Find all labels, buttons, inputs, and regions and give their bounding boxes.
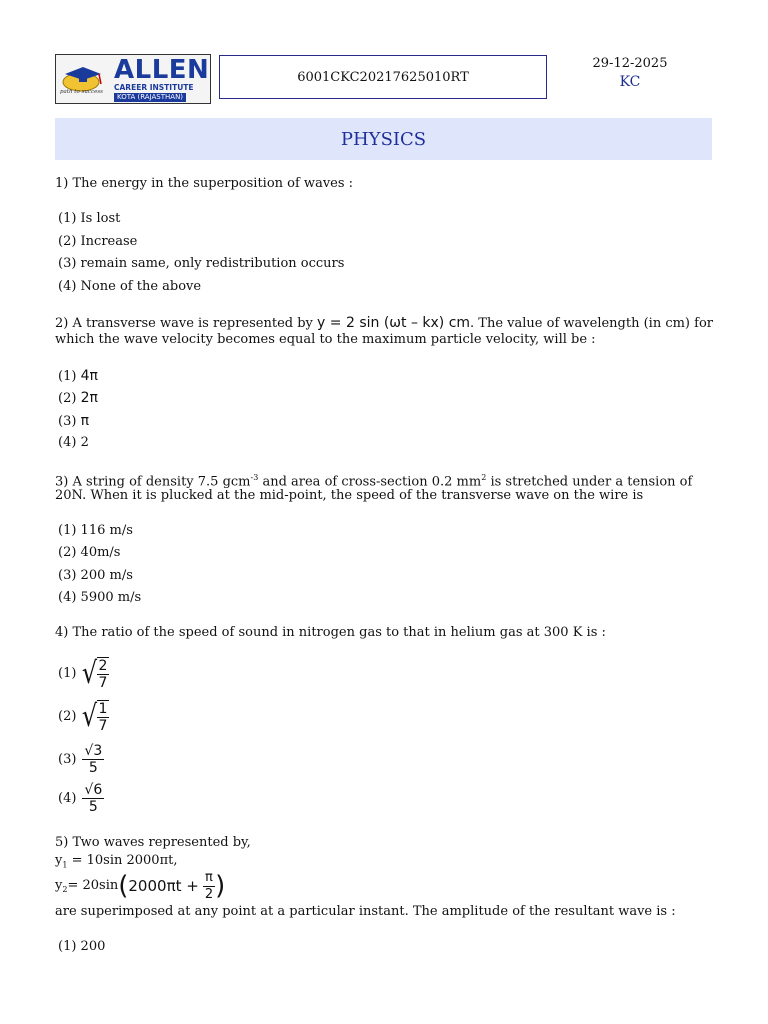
sqrt-icon: √ xyxy=(82,699,98,734)
paper-code: 6001CKC20217625010RT xyxy=(297,69,469,85)
question-3-text-b: and area of cross-section 0.2 mm xyxy=(258,474,482,490)
numerator: 1 xyxy=(98,701,108,717)
logo-city: KOTA (RAJASTHAN) xyxy=(114,93,186,102)
y-symbol: y xyxy=(55,878,63,893)
question-4-option-4[interactable] xyxy=(58,782,104,815)
batch-code: KC xyxy=(619,74,641,90)
option-label: (2) xyxy=(58,709,77,724)
logo-subtitle: CAREER INSTITUTE xyxy=(114,83,194,92)
option-value: 4π xyxy=(80,368,98,384)
sqrt-icon: √ xyxy=(82,656,98,691)
numerator: √6 xyxy=(84,782,103,798)
question-2-option-2[interactable] xyxy=(58,389,98,408)
wave-2-argument: 2000πt + xyxy=(128,877,199,895)
option-label: (1) xyxy=(58,369,77,384)
question-4-option-3[interactable] xyxy=(58,743,104,776)
square-root xyxy=(80,657,109,691)
square-root xyxy=(80,700,109,734)
option-label: (3) xyxy=(58,414,77,429)
logo-brand-name: ALLEN xyxy=(114,55,210,85)
subscript: 2 xyxy=(62,885,68,894)
question-3-option-3[interactable]: (3) 200 m/s xyxy=(58,568,133,583)
denominator: 5 xyxy=(88,760,98,776)
option-label: (1) xyxy=(58,666,77,681)
question-4-option-1[interactable] xyxy=(58,657,109,691)
y-symbol: y xyxy=(55,853,63,868)
numerator: √3 xyxy=(84,743,103,759)
question-1-option-4[interactable]: (4) None of the above xyxy=(58,279,202,294)
fraction xyxy=(203,870,215,903)
question-5-text-b: are superimposed at any point at a particular instant. The amplitude of the resultant wave is : xyxy=(55,904,676,919)
question-2-option-3[interactable] xyxy=(58,412,89,431)
question-3-option-4[interactable]: (4) 5900 m/s xyxy=(58,590,142,605)
denominator: 7 xyxy=(98,718,108,734)
question-2-text-b: . The value of wavelength (in cm) for xyxy=(470,316,713,331)
open-paren-icon: ( xyxy=(118,871,129,901)
fraction xyxy=(82,782,104,815)
fraction xyxy=(97,657,110,691)
option-label: (4) xyxy=(58,790,77,806)
numerator: π xyxy=(205,869,213,885)
question-2-option-4[interactable] xyxy=(58,434,89,452)
denominator: 7 xyxy=(98,675,108,691)
paper-code-box xyxy=(219,55,547,99)
question-2-equation: y = 2 sin (ωt – kx) cm xyxy=(317,315,471,331)
question-4-text: 4) The ratio of the speed of sound in nitrogen gas to that in helium gas at 300 K is : xyxy=(55,625,606,640)
question-5-text: 5) Two waves represented by, xyxy=(55,835,251,850)
wave-2-prefix: = 20sin xyxy=(67,878,119,893)
question-1-option-1[interactable]: (1) Is lost xyxy=(58,211,121,226)
close-paren-icon: ) xyxy=(215,871,226,901)
question-1-option-2[interactable]: (2) Increase xyxy=(58,234,138,249)
question-3-option-2[interactable]: (2) 40m/s xyxy=(58,545,121,560)
exam-date: 29-12-2025 xyxy=(592,56,668,71)
numerator: 2 xyxy=(98,658,108,674)
denominator: 5 xyxy=(88,799,98,815)
question-2-text-c: which the wave velocity becomes equal to the maximum particle velocity, will be : xyxy=(55,332,596,347)
denominator: 2 xyxy=(204,886,214,902)
question-3-text-d: 20N. When it is plucked at the mid-point, the speed of the transverse wave on the wire is xyxy=(55,488,644,503)
subject-title: PHYSICS xyxy=(340,128,427,150)
allen-logo xyxy=(55,54,211,104)
logo-tagline: path to success xyxy=(60,89,103,95)
option-label: (2) xyxy=(58,391,77,406)
wave-2-equation xyxy=(55,866,225,906)
fraction xyxy=(82,743,104,776)
question-4-option-2[interactable] xyxy=(58,700,109,734)
question-2-text-a: 2) A transverse wave is represented by xyxy=(55,316,313,331)
subject-banner xyxy=(55,118,712,160)
question-1-text: 1) The energy in the superposition of waves : xyxy=(55,176,354,191)
question-1-option-3[interactable]: (3) remain same, only redistribution occurs xyxy=(58,256,345,271)
option-value: 2π xyxy=(80,390,98,406)
fraction xyxy=(97,700,110,734)
question-5-option-1[interactable]: (1) 200 xyxy=(58,939,106,954)
density-exponent: -3 xyxy=(250,473,259,482)
option-label: (3) xyxy=(58,751,77,767)
question-3-text-c: is stretched under a tension of xyxy=(486,474,693,490)
question-2-option-1[interactable] xyxy=(58,367,98,386)
area-exponent: 2 xyxy=(481,473,487,482)
question-3-text-a: 3) A string of density 7.5 gcm xyxy=(55,474,251,490)
option-value: 2 xyxy=(80,435,89,450)
question-3-option-1[interactable]: (1) 116 m/s xyxy=(58,523,133,538)
subscript: 1 xyxy=(62,860,68,870)
option-label: (4) xyxy=(58,435,77,450)
option-value: π xyxy=(80,413,89,429)
wave-1-expression: = 10sin 2000πt, xyxy=(67,853,178,868)
